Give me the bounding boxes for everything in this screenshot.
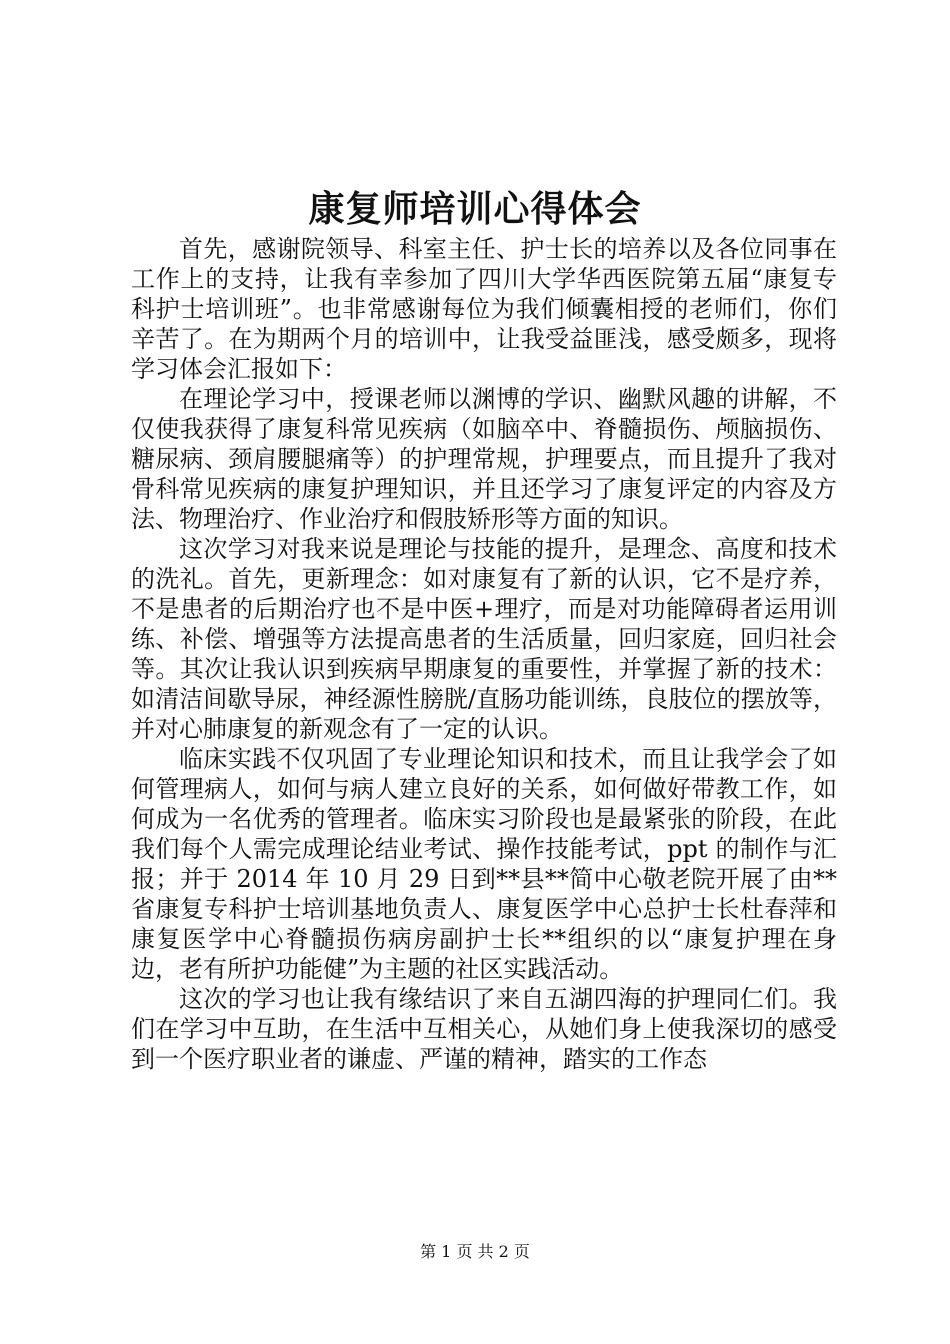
paragraph: 首先，感谢院领导、科室主任、护士长的培养以及各位同事在工作上的支持，让我有幸参加了四川大学华西医院第五届“康复专科护士培训班”。也非常感谢每位为我们倾囊相授的老师们，你们辛苦了。在为期两个月的培训中，让我受益匪浅，感受颇多，现将学习体会汇报如下： xyxy=(131,235,837,383)
paragraph: 临床实践不仅巩固了专业理论知识和技术，而且让我学会了如何管理病人，如何与病人建立良好的关系，如何做好带教工作，如何成为一名优秀的管理者。临床实习阶段也是最紧张的阶段，在此我们每个人需完成理论结业考试、操作技能考试，ppt 的制作与汇报；并于 2014 年 10 月 29 日到**县**简中心敬老院开展了由**省康复专科护士培训基地负责人、康复医学中心总护士长杜春萍和康复医学中心脊髓损伤病房副护士长**组织的以“康复护理在身边，老有所护功能健”为主题的社区实践活动。 xyxy=(131,745,837,983)
page-footer: 第 1 页 共 2 页 xyxy=(420,1242,530,1261)
document-title: 康复师培训心得体会 xyxy=(308,188,642,230)
paragraph: 在理论学习中，授课老师以渊博的学识、幽默风趣的讲解，不仅使我获得了康复科常见疾病（如脑卒中、脊髓损伤、颅脑损伤、糖尿病、颈肩腰腿痛等）的护理常规，护理要点，而且提升了我对骨科常见疾病的康复护理知识，并且还学习了康复评定的内容及方法、物理治疗、作业治疗和假肢矫形等方面的知识。 xyxy=(131,385,837,533)
paragraph: 这次学习对我来说是理论与技能的提升，是理念、高度和技术的洗礼。首先，更新理念：如对康复有了新的认识，它不是疗养，不是患者的后期治疗也不是中医+理疗，而是对功能障碍者运用训练、补偿、增强等方法提高患者的生活质量，回归家庭，回归社会等。其次让我认识到疾病早期康复的重要性，并掌握了新的技术：如清洁间歇导尿，神经源性膀胱/直肠功能训练，良肢位的摆放等，并对心肺康复的新观念有了一定的认识。 xyxy=(131,535,837,743)
document-body xyxy=(131,234,837,1074)
paragraph: 这次的学习也让我有缘结识了来自五湖四海的护理同仁们。我们在学习中互助，在生活中互相关心，从她们身上使我深切的感受到一个医疗职业者的谦虚、严谨的精神，踏实的工作态 xyxy=(131,985,837,1073)
